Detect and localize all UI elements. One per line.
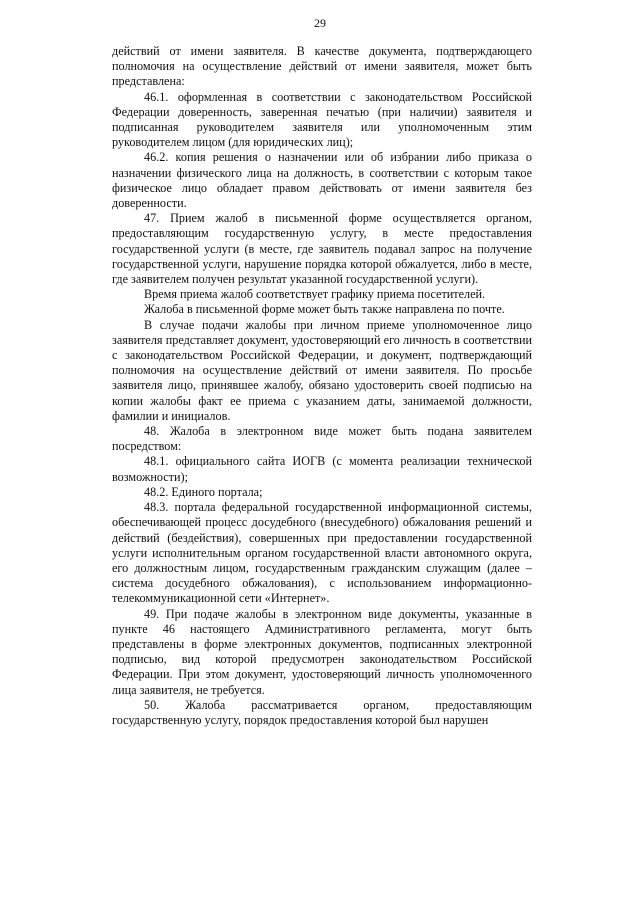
document-body: [112, 44, 532, 728]
paragraph: Жалоба в письменной форме может быть также направлена по почте.: [144, 302, 505, 317]
paragraph: 49. При подаче жалобы в электронном виде документы, указанные в пункте 46 настоящего Административного регламента, могут быть представлены в форме электронных документов, подписанных электронной подписью, вид которой предусмотрен законодательством Российской Федерации. При этом документ, удостоверяющий личность уполномоченного лица заявителя, не требуется.: [112, 606, 532, 697]
paragraph: 48. Жалоба в электронном виде может быть подана заявителем посредством:: [112, 424, 532, 454]
paragraph: Время приема жалоб соответствует графику приема посетителей.: [144, 287, 486, 302]
paragraph: 48.1. официального сайта ИОГВ (с момента реализации технической возможности);: [112, 454, 532, 484]
paragraph: 48.3. портала федеральной государственной информационной системы, обеспечивающей процесс досудебного (внесудебного) обжалования решений и действий (бездействия), совершенных при предоставлении государственной услуги исполнительным органом государственной власти автономного округа, его должностным лицом, государственным гражданским служащим (далее – система досудебного обжалования), с использованием информационно-телекоммуникационной сети «Интернет».: [112, 500, 532, 606]
paragraph: 48.2. Единого портала;: [144, 484, 263, 499]
paragraph: 46.2. копия решения о назначении или об избрании либо приказа о назначении физического лица на должность, в соответствии с которым такое физическое лицо обладает правом действовать от имени заявителя без доверенности.: [112, 150, 532, 211]
paragraph: В случае подачи жалобы при личном приеме уполномоченное лицо заявителя представляет документ, удостоверяющий его личность в соответствии с законодательством Российской Федерации, и документ, подтверждающий полномочия на осуществление действий от имени заявителя. По просьбе заявителя лицо, принявшее жалобу, обязано удостоверить своей подписью на копии жалобы факт ее приема с указанием даты, занимаемой должности, фамилии и инициалов.: [112, 317, 532, 423]
page-number: 29: [314, 16, 326, 30]
paragraph: действий от имени заявителя. В качестве документа, подтверждающего полномочия на осуществление действий от имени заявителя, может быть представлена:: [112, 44, 532, 89]
paragraph: 47. Прием жалоб в письменной форме осуществляется органом, предоставляющим государственную услугу, в месте предоставления государственной услуги (в месте, где заявитель подавал запрос на получение государственной услуги, нарушение порядка которой обжалуется, либо в месте, где заявителем получен результат указанной государственной услуги).: [112, 211, 532, 287]
paragraph: 46.1. оформленная в соответствии с законодательством Российской Федерации доверенность, заверенная печатью (при наличии) заявителя и подписанная руководителем заявителя или уполномоченным этим руководителем лицом (для юридических лиц);: [112, 89, 532, 150]
paragraph: 50. Жалоба рассматривается органом, предоставляющим государственную услугу, порядок предоставления которой был нарушен: [112, 697, 532, 727]
